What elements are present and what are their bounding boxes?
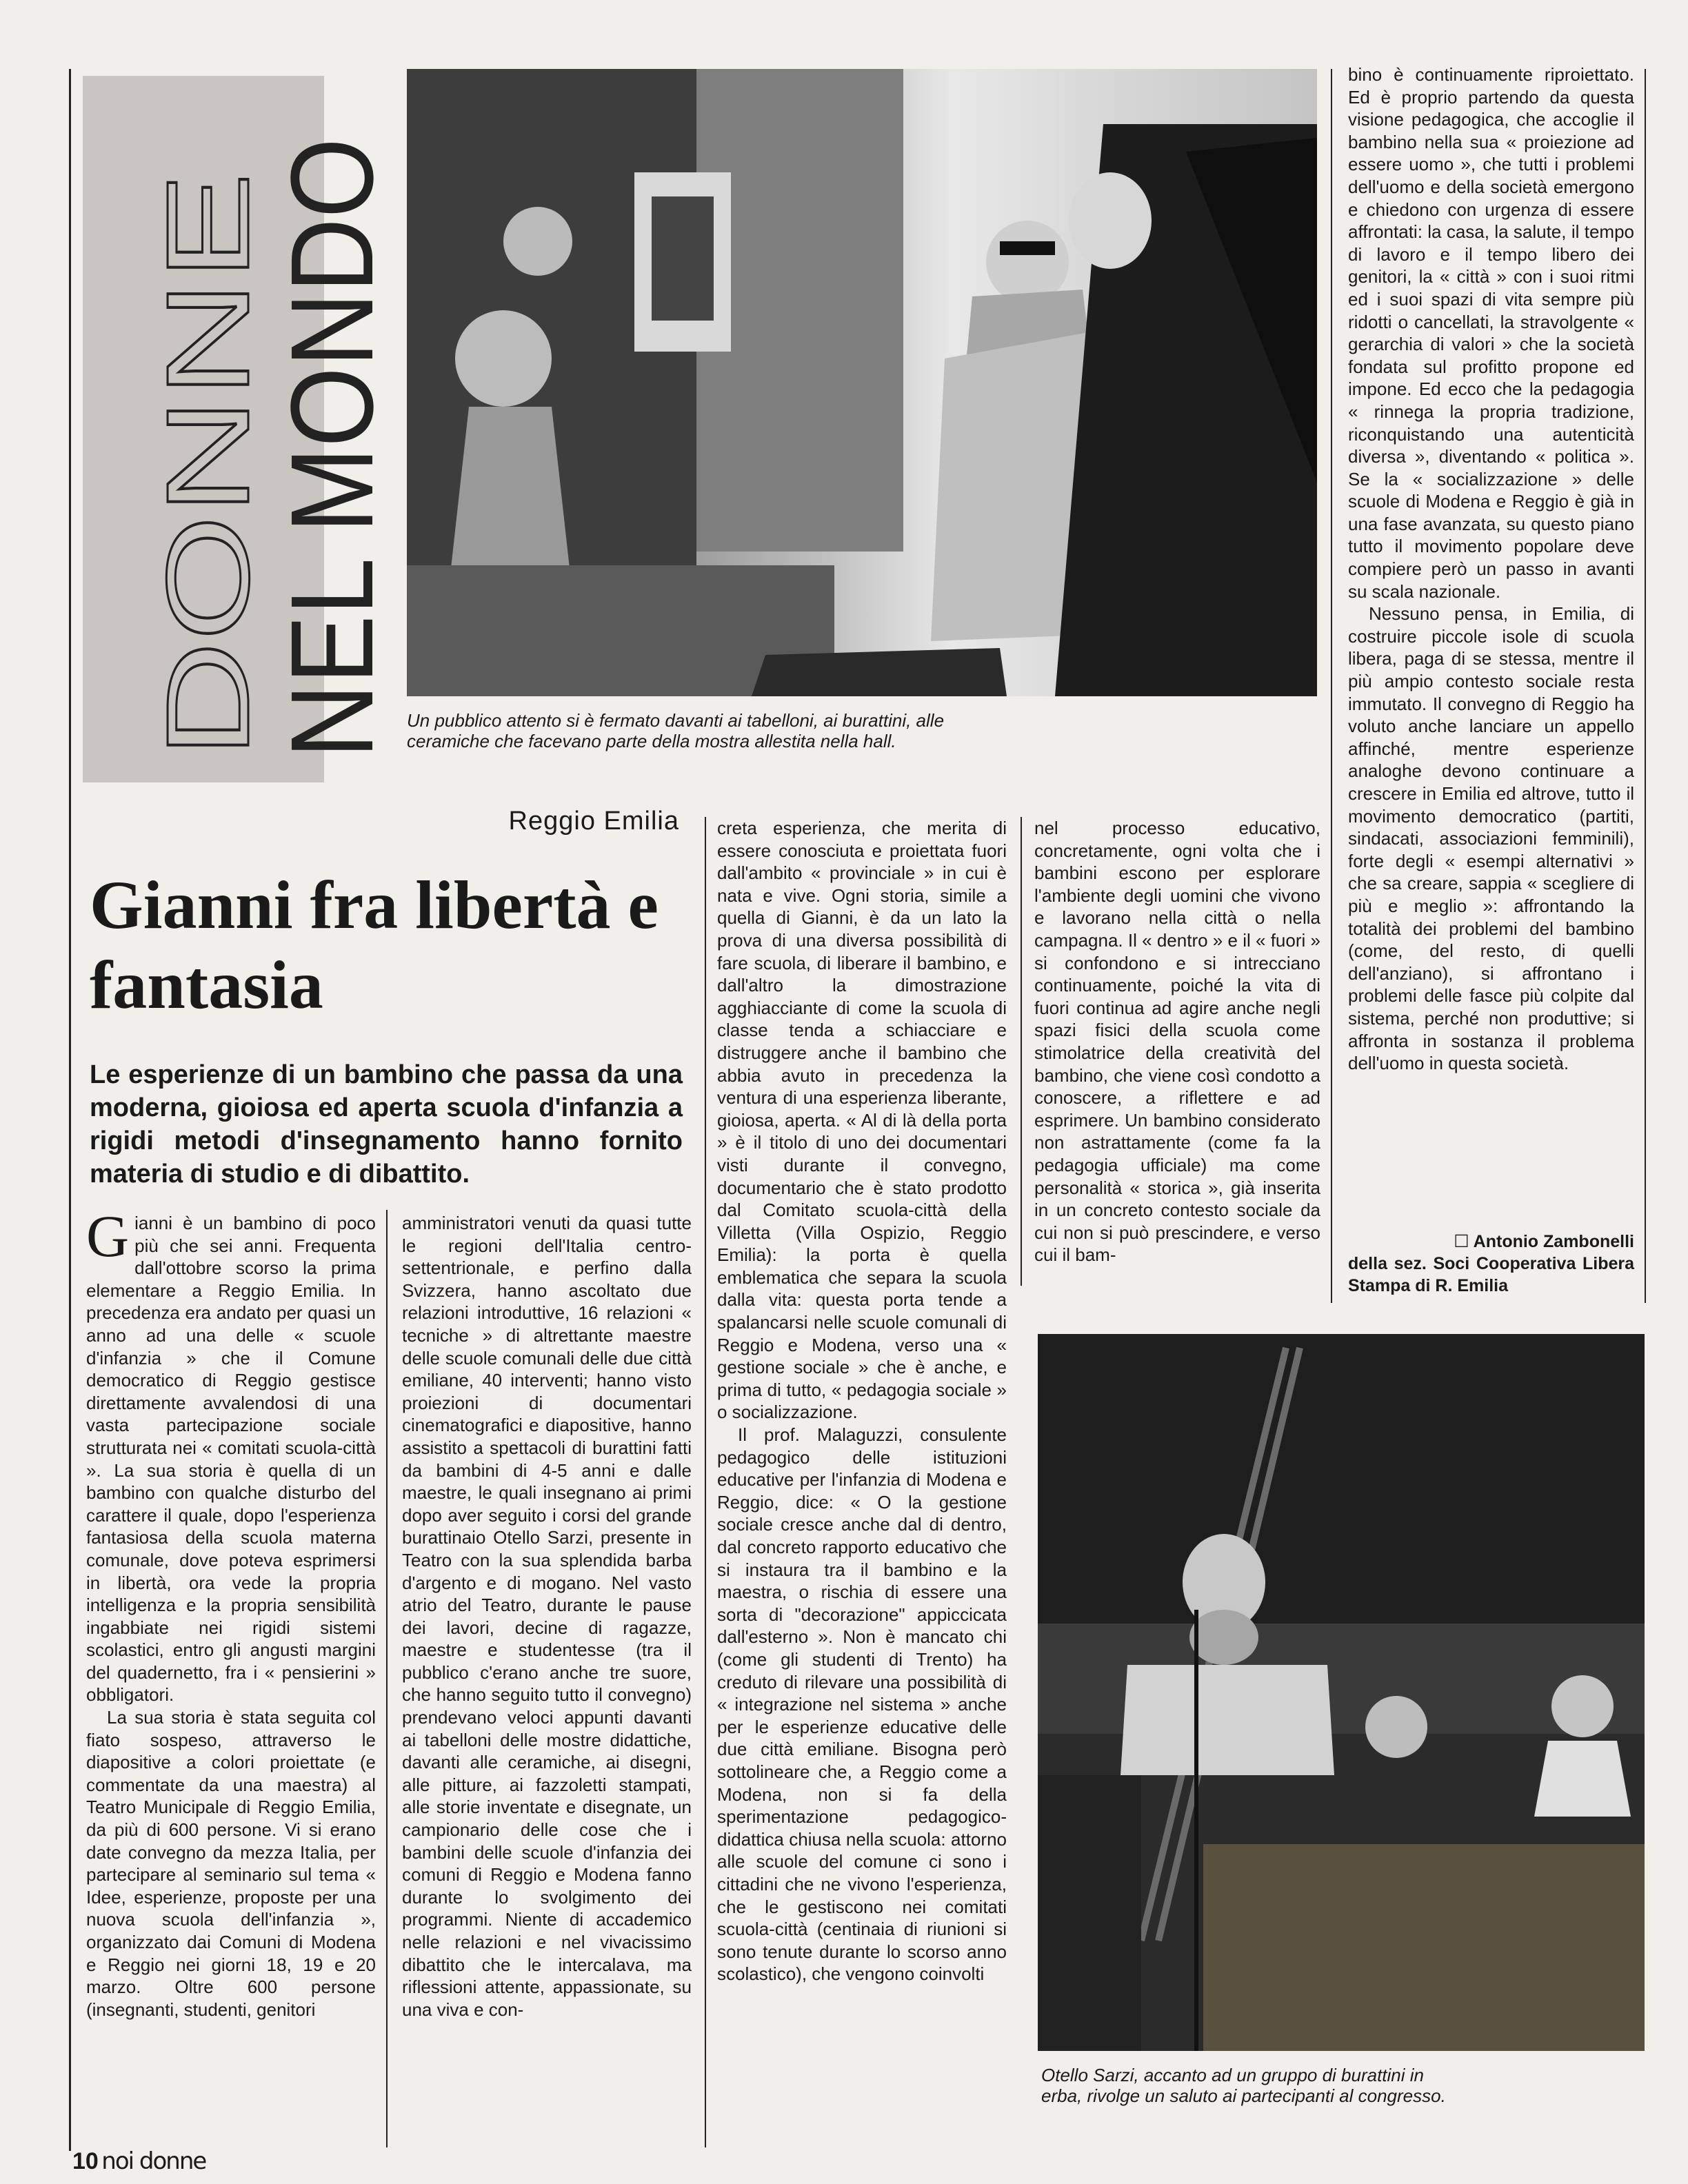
column-rule-3	[1021, 817, 1022, 1286]
right-margin-rule	[1645, 69, 1646, 1303]
headline: Gianni fra libertà e fantasia	[90, 867, 659, 1023]
col3-paragraph-2: Il prof. Malaguzzi, consulente pedagogico delle istituzioni educative per l'infanzia di Modena e Reggio, dice: « O la gestione sociale cresce anche dal di dentro, dal concreto rapporto educativo che si instaura tra il bambino e la maestra, o rischia di essere una sorta di "decorazione" appiccicata dall'esterno ». Non è mancato chi (come gli studenti di Trento) ha creduto di rilevare una possibilità di « integrazione nel sistema » anche per le esperienze educative delle due città emiliane. Bisogna però sottolineare che, a Reggio come a Modena, non si fa della sperimentazione pedagogico-didattica chiusa nella scuola: attorno alle scuole del comune ci sono i cittadini che ne vivono l'esperienza, che le gestiscono nei comitati scuola-città (centinaia di riunioni si sono tenute durante lo scorso anno scolastico), che vengono coinvolti	[717, 1424, 1007, 1985]
subheading: Le esperienze di un bambino che passa da una moderna, gioiosa ed aperta scuola d'infanzia a rigidi metodi d'insegnamento hanno fornito materia di studio e di dibattito.	[90, 1060, 683, 1189]
magazine-name: noi donne	[101, 2147, 206, 2175]
col2-paragraph-1: amministratori venuti da quasi tutte le regioni dell'Italia centro-settentrionale, e perfino dalla Svizzera, hanno ascoltato due relazioni introduttive, 16 relazioni « tecniche » di altrettante maestre delle scuole comunali delle due città emiliane, 40 interventi; hanno visto proiezioni di documentari cinematografici e diapositive, hanno assistito a spettacoli di burattini fatti da bambini di 4-5 anni e dalle maestre, le quali insegnano ai primi dopo aver seguito i corsi del grande burattinaio Otello Sarzi, presente in Teatro con la sua splendida barba d'argento e di mogano. Nel vasto atrio del Teatro, durante le pause dei lavori, decine di ragazze, maestre e studentesse (tra il pubblico c'erano anche tre suore, che hanno seguito tutto il convegno) prendevano veloci appunti davanti ai tabelloni delle mostre didattiche, davanti alle ceramiche, ai disegni, alle pitture, ai fazzoletti stampati, alle storie inventate e disegnate, un campionario delle cose che i bambini delle scuole d'infanzia dei comuni di Reggio e Modena fanno durante lo svolgimento dei programmi. Niente di accademico nelle relazioni e nel vivacissimo dibattito che le intercalava, ma riflessioni attente, appassionate, su una viva e con-	[402, 1213, 692, 2020]
right-paragraph-1: bino è continuamente riproiettato. Ed è proprio partendo da questa visione pedagogica, che accoglie il bambino nella sua « proiezione ad essere uomo », che tutti i problemi dell'uomo e della società emergono e chiedono con urgenza di essere affrontati: la casa, la salute, il tempo di lavoro e il tempo libero dei genitori, la « città » con i suoi ritmi ed i suoi spazi di vita sempre più ridotti o cancellati, la stravolgente « gerarchia di valori » che la società fondata sul profitto propone ed impone. Ed ecco che la pedagogia « rinnega la propria tradizione, riconquistando una autenticità diversa », diventando « politica ». Se la « socializzazione » delle scuole di Modena e Reggio è già in una fase avanzata, su questo piano tutto il movimento popolare deve compiere però un passo in avanti su scala nazionale.	[1348, 64, 1634, 602]
section-label-panel	[83, 52, 398, 782]
col1-paragraph-2: La sua storia è stata seguita col fiato sospeso, attraverso le diapositive a colori proiettate (e commentate da una maestra) al Teatro Municipale di Reggio Emilia, da più di 600 persone. Vi si erano date convegno da mezza Italia, per partecipare al seminario sul tema « Idee, esperienze, proposte per una nuova scuola dell'infanzia », organizzato dai Comuni di Modena e Reggio nei giorni 18, 19 e 20 marzo. Oltre 600 persone (insegnanti, studenti, genitori	[86, 1707, 376, 2020]
column-rule-2	[705, 817, 706, 2147]
section-label	[83, 52, 398, 782]
article-column-4	[1034, 817, 1320, 1286]
page-footer	[72, 2147, 205, 2175]
left-margin-rule	[69, 69, 71, 2151]
right-paragraph-2: Nessuno pensa, in Emilia, di costruire piccole isole di scuola libera, paga di se stessa, mentre il più ampio contesto sociale resta immutato. Il convegno di Reggio ha voluto anche lanciare un appello affinché, mentre esperienze analoghe devono continuare a crescere in Emilia ed altrove, tutto il movimento democratico (partiti, sindacati, associazioni femminili), forte degli « esempi alternativi » che sa creare, sappia « scegliere di più e meglio »: affrontando la totalità dei problemi del bambino (come, del resto, di quelli dell'anziano), si affrontano i problemi delle fasce più colpite dal sistema, perché non produttive; si affronta in sostanza il problema dell'uomo in questa società.	[1348, 603, 1634, 1074]
top-photo-scene	[407, 69, 1317, 696]
col1-paragraph-1: Gianni è un bambino di poco più che sei anni. Frequenta dall'ottobre scorso la prima elementare a Reggio Emilia. In precedenza era andato per quasi un anno ad una delle « scuole d'infanzia » che il Comune democratico di Reggio gestisce direttamente avvalendosi di una vasta partecipazione sociale strutturata nei « comitati scuola-città ». La sua storia è quella di un bambino con qualche disturbo del carattere il quale, dopo l'esperienza fantasiosa della scuola materna comunale, dove poteva esprimersi in libertà, ora vede la propria intelligenza e la propria sensibilità ingabbiate nei rigidi sistemi scolastici, entro gli angusti margini del quadernetto, fra i « pensierini » obbligatori.	[86, 1203, 376, 1706]
author-affiliation: della sez. Soci Cooperativa Libera Stampa di R. Emilia	[1348, 1254, 1634, 1295]
article-column-right	[1348, 63, 1634, 1228]
bottom-photo-caption: Otello Sarzi, accanto ad un gruppo di burattini in erba, rivolge un saluto ai partecipanti al congresso.	[1041, 2065, 1446, 2106]
signature-box: ☐	[1454, 1232, 1469, 1251]
top-photo-caption: Un pubblico attento si è fermato davanti ai tabelloni, ai burattini, alle ceramiche che facevano parte della mostra allestita nella hall.	[407, 710, 945, 751]
col3-paragraph-1: creta esperienza, che merita di essere conosciuta e proiettata fuori dall'ambito « provinciale » in cui è nata e vive. Ogni storia, simile a quella di Gianni, è da un lato la prova di una diversa possibilità di fare scuola, di liberare il bambino, e dall'altro la dimostrazione agghiacciante di come la scuola di classe tenda a schiacciare e distruggere anche il bambino che abbia avuto in precedenza la ventura di una esperienza liberante, gioiosa, aperta. « Al di là della porta » è il titolo di uno dei documentari visti durante il convegno, documentario che è stato prodotto dal Comitato scuola-città della Villetta (Villa Ospizio, Reggio Emilia): la porta è quella emblematica che separa la scuola dalla vita: questa porta tende a spalancarsi nelle scuole comunali di Reggio e Modena, verso una « gestione sociale » che è anche, e prima di tutto, « pedagogia sociale » o socializzazione.	[717, 818, 1007, 1423]
article-column-2	[402, 1212, 692, 2143]
column-rule-1	[386, 1210, 388, 2147]
section-label-line1: DONNE	[143, 335, 274, 758]
author-signature	[1348, 1231, 1634, 1297]
article-column-3	[717, 817, 1007, 2144]
page-number: 10	[72, 2148, 99, 2174]
article-column-1	[86, 1203, 376, 2143]
bottom-photo	[1038, 1334, 1645, 2051]
bottom-photo-scene	[1038, 1334, 1645, 2051]
location-label: Reggio Emilia	[508, 807, 679, 836]
drop-cap: G	[86, 1203, 130, 1269]
top-photo	[407, 69, 1317, 696]
right-column-rule	[1331, 69, 1332, 1303]
author-name: Antonio Zambonelli	[1473, 1232, 1634, 1251]
col4-paragraph-1: nel processo educativo, concretamente, ogni volta che i bambini escono per esplorare l'ambiente degli uomini che vivono e lavorano nella città o nella campagna. Il « dentro » e il « fuori » si confondono e si intrecciano continuamente, poiché la vita di fuori continua ad agire anche negli spazi fisici della scuola come stimolatrice della creatività del bambino, che viene così condotto a conoscere, a riflettere e ad esprimere. Un bambino considerato non astrattamente (come fa la pedagogia ufficiale) ma come personalità « storica », già inserita in un concreto contesto sociale da cui non si può prescindere, e verso cui il bam-	[1034, 818, 1320, 1266]
section-label-line2: NEL MONDO	[267, 52, 398, 758]
